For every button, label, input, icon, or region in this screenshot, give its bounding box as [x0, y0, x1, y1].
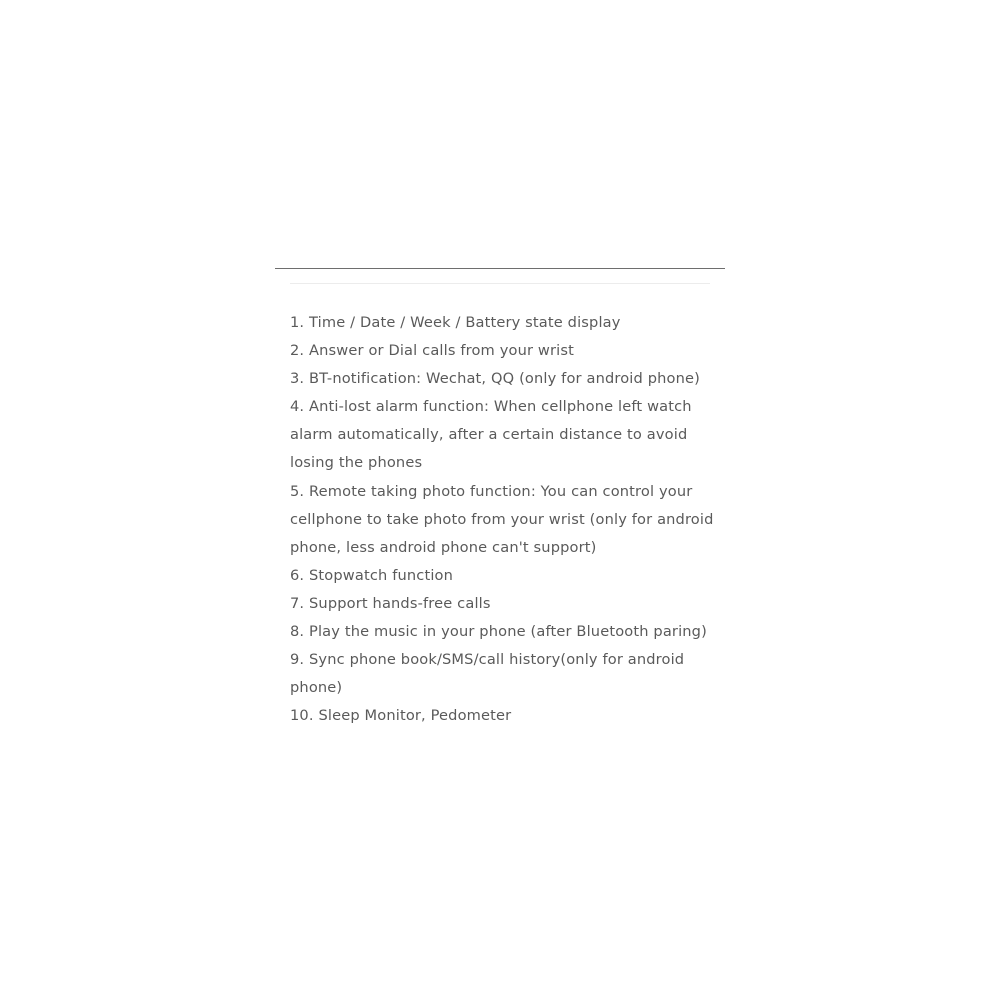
top-divider [275, 268, 725, 269]
feature-item: 10. Sleep Monitor, Pedometer [290, 707, 512, 725]
feature-list [290, 309, 715, 730]
feature-item: 8. Play the music in your phone (after Bluetooth paring) [290, 623, 707, 641]
sub-divider [290, 283, 710, 284]
feature-item: 7. Support hands-free calls [290, 594, 491, 612]
feature-item: 5. Remote taking photo function: You can control your cellphone to take photo from your wrist (only for android phone, less android phone can't support) [290, 482, 714, 556]
feature-item: 1. Time / Date / Week / Battery state display [290, 314, 621, 331]
feature-item: 6. Stopwatch function [290, 566, 454, 584]
feature-item: 3. BT-notification: Wechat, QQ (only for android phone) [290, 370, 700, 388]
feature-item: 9. Sync phone book/SMS/call history(only for android phone) [290, 651, 685, 697]
feature-item: 2. Answer or Dial calls from your wrist [290, 342, 574, 360]
feature-item: 4. Anti-lost alarm function: When cellphone left watch alarm automatically, after a certain distance to avoid losing the phones [290, 398, 692, 472]
